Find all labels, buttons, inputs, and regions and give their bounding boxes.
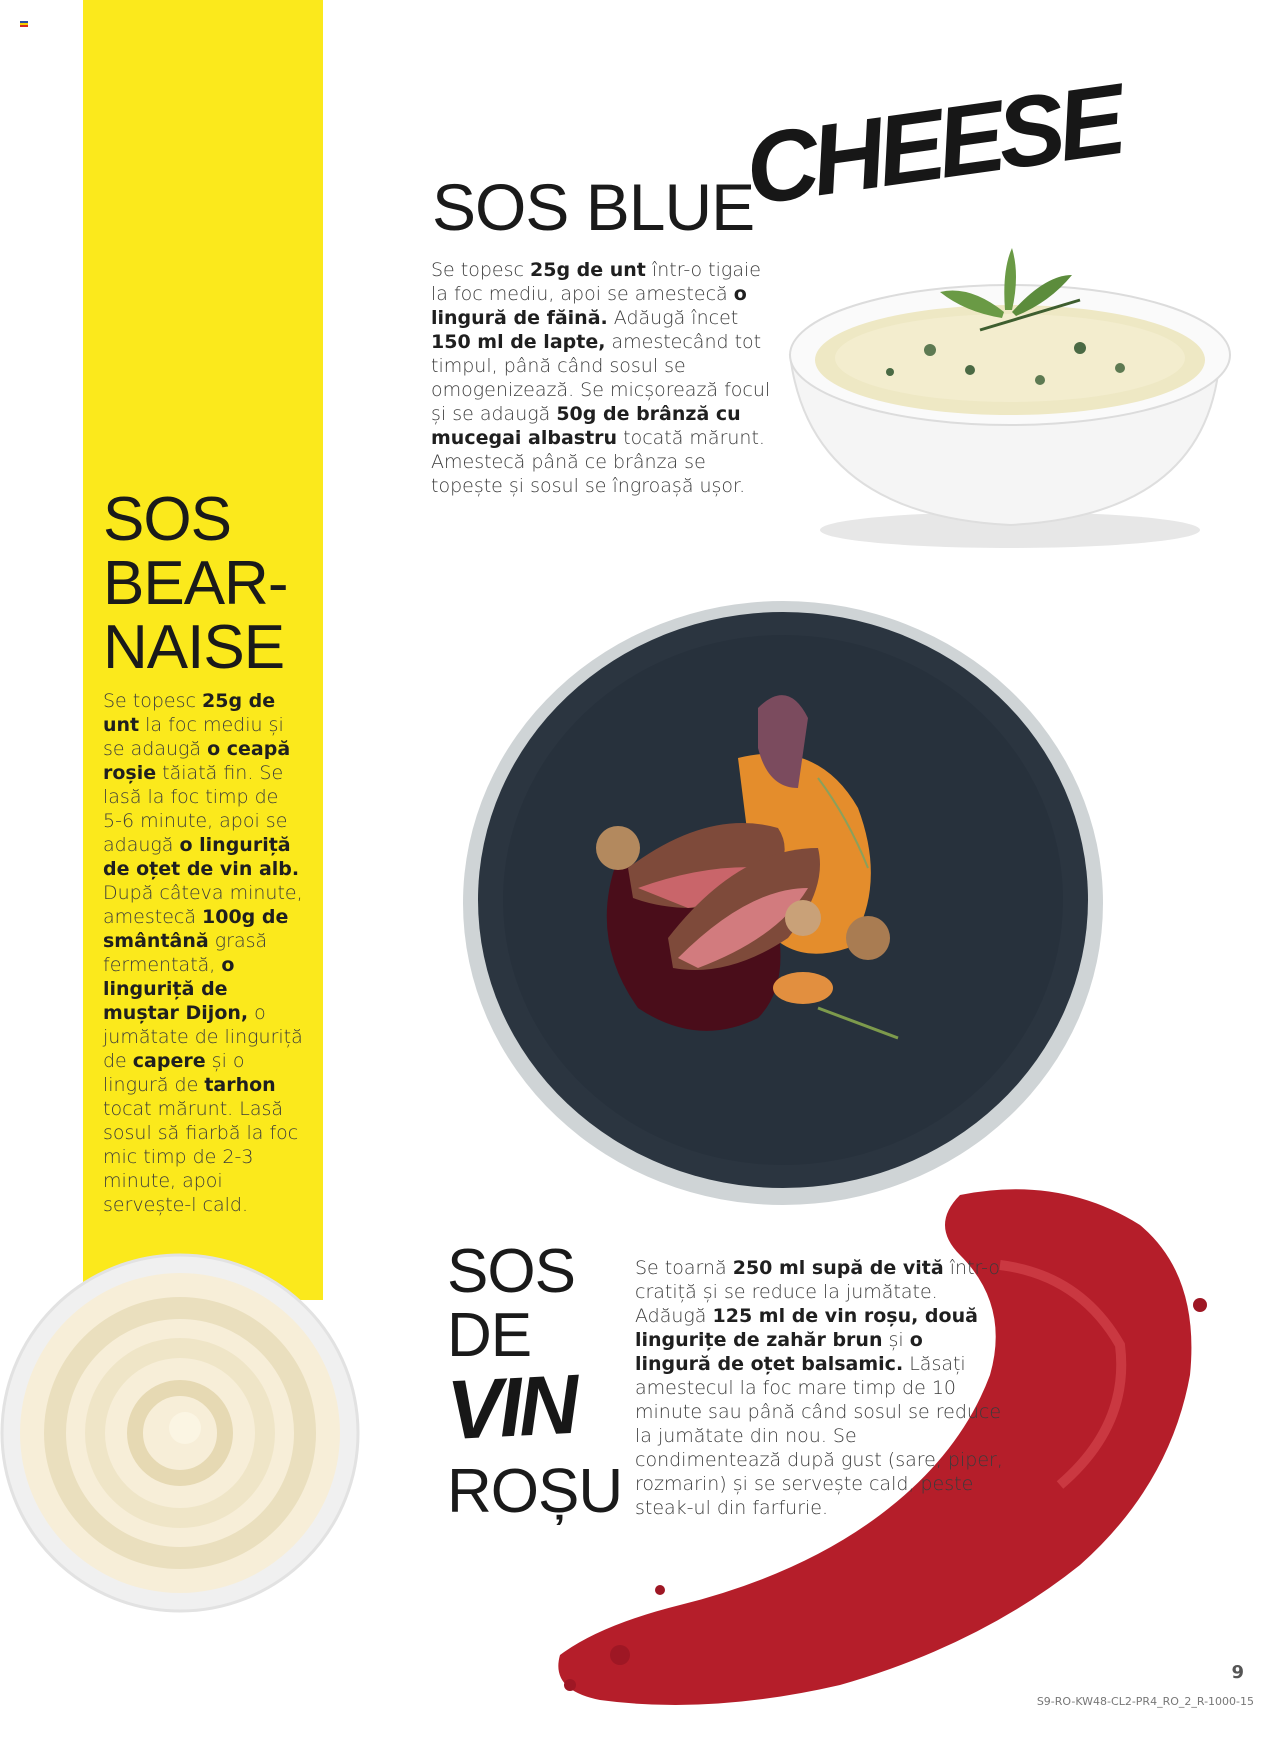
title-line: DE <box>447 1301 532 1370</box>
text-segment-bold: 250 ml supă de vită <box>732 1257 944 1279</box>
text-segment: și o lingură de <box>103 1050 245 1096</box>
text-segment: După câteva minute, amestecă <box>103 882 303 928</box>
red-wine-title <box>447 1237 575 1370</box>
text-segment: la foc mediu și se adaugă <box>103 714 284 760</box>
document-code: S9-RO-KW48-CL2-PR4_RO_2_R-1000-15 <box>1036 1695 1254 1708</box>
text-segment-bold: 100g de smântână <box>103 906 289 952</box>
text-segment-bold: tarhon <box>204 1074 276 1096</box>
bearnaise-title <box>103 485 288 682</box>
text-segment: tocat mărunt. Lasă sosul să fiarbă la foc mic timp de 2-3 minute, apoi servește-l cald. <box>103 1098 299 1216</box>
text-segment: grasă fermentată, <box>103 930 268 976</box>
bowl-of-bearnaise-sauce <box>0 1248 370 1618</box>
text-segment-bold: o ceapă roșie <box>103 738 291 784</box>
title-line: NAISE <box>103 613 285 682</box>
text-segment-bold: o lingură de făină. <box>431 283 747 329</box>
flag-icon <box>20 21 28 27</box>
steak-plate <box>458 588 1108 1208</box>
text-segment: tocată mărunt. Amestecă până ce brânza se topește și sosul se îngroașă ușor. <box>431 427 765 497</box>
text-segment-bold: capere <box>132 1050 206 1072</box>
red-wine-recipe <box>635 1256 1005 1520</box>
vin-stylized-word: VIN <box>444 1356 578 1458</box>
text-segment: Lăsați amestecul la foc mare timp de 10 minute sau până când sosul se reduce la jumătate din nou. Se condimentează după gust (sare, piper, rozmarin) și se servește cald, peste steak-ul din farfurie. <box>635 1353 1003 1519</box>
text-segment-bold: 25g de unt <box>103 690 276 736</box>
text-segment: într-o cratiță și se reduce la jumătate. Adăugă <box>635 1257 1000 1327</box>
text-segment: Adăugă încet <box>607 307 739 329</box>
text-segment-bold: o linguriță de muștar Dijon, <box>103 954 249 1024</box>
text-segment: Se toarnă <box>635 1257 733 1279</box>
page-number: 9 <box>1231 1662 1244 1683</box>
title-line: SOS <box>103 485 231 554</box>
text-segment: Se topesc <box>431 259 530 281</box>
cheese-stylized-word: CHEESE <box>739 63 1127 227</box>
text-segment: Se topesc <box>103 690 202 712</box>
text-segment-bold: o linguriță de oțet de vin alb. <box>103 834 300 880</box>
text-segment-bold: 125 ml de vin roșu, două lingurițe de zahăr brun <box>635 1305 978 1351</box>
red-wine-title-last-line: ROȘU <box>447 1457 623 1526</box>
title-line: SOS <box>447 1237 575 1306</box>
bearnaise-recipe <box>103 689 303 1217</box>
blue-cheese-recipe <box>431 258 771 498</box>
text-segment-bold: 25g de unt <box>530 259 646 281</box>
title-line: BEAR- <box>103 549 288 618</box>
text-segment-bold: o lingură de oțet balsamic. <box>635 1329 923 1375</box>
text-segment: amestecând tot timpul, până când sosul se omogenizează. Se micșorează focul și se adaugă <box>431 331 771 425</box>
text-segment: într-o tigaie la foc mediu, apoi se amestecă <box>431 259 761 305</box>
text-segment: și <box>882 1329 910 1351</box>
blue-cheese-title: SOS BLUE <box>432 170 755 244</box>
text-segment: o jumătate de linguriță de <box>103 1002 303 1072</box>
bowl-of-blue-cheese-sauce <box>780 240 1240 560</box>
text-segment-bold: 50g de brânză cu mucegai albastru <box>431 403 741 449</box>
text-segment-bold: 150 ml de lapte, <box>431 331 606 353</box>
text-segment: tăiată fin. Se lasă la foc timp de 5-6 minute, apoi se adaugă <box>103 762 288 856</box>
